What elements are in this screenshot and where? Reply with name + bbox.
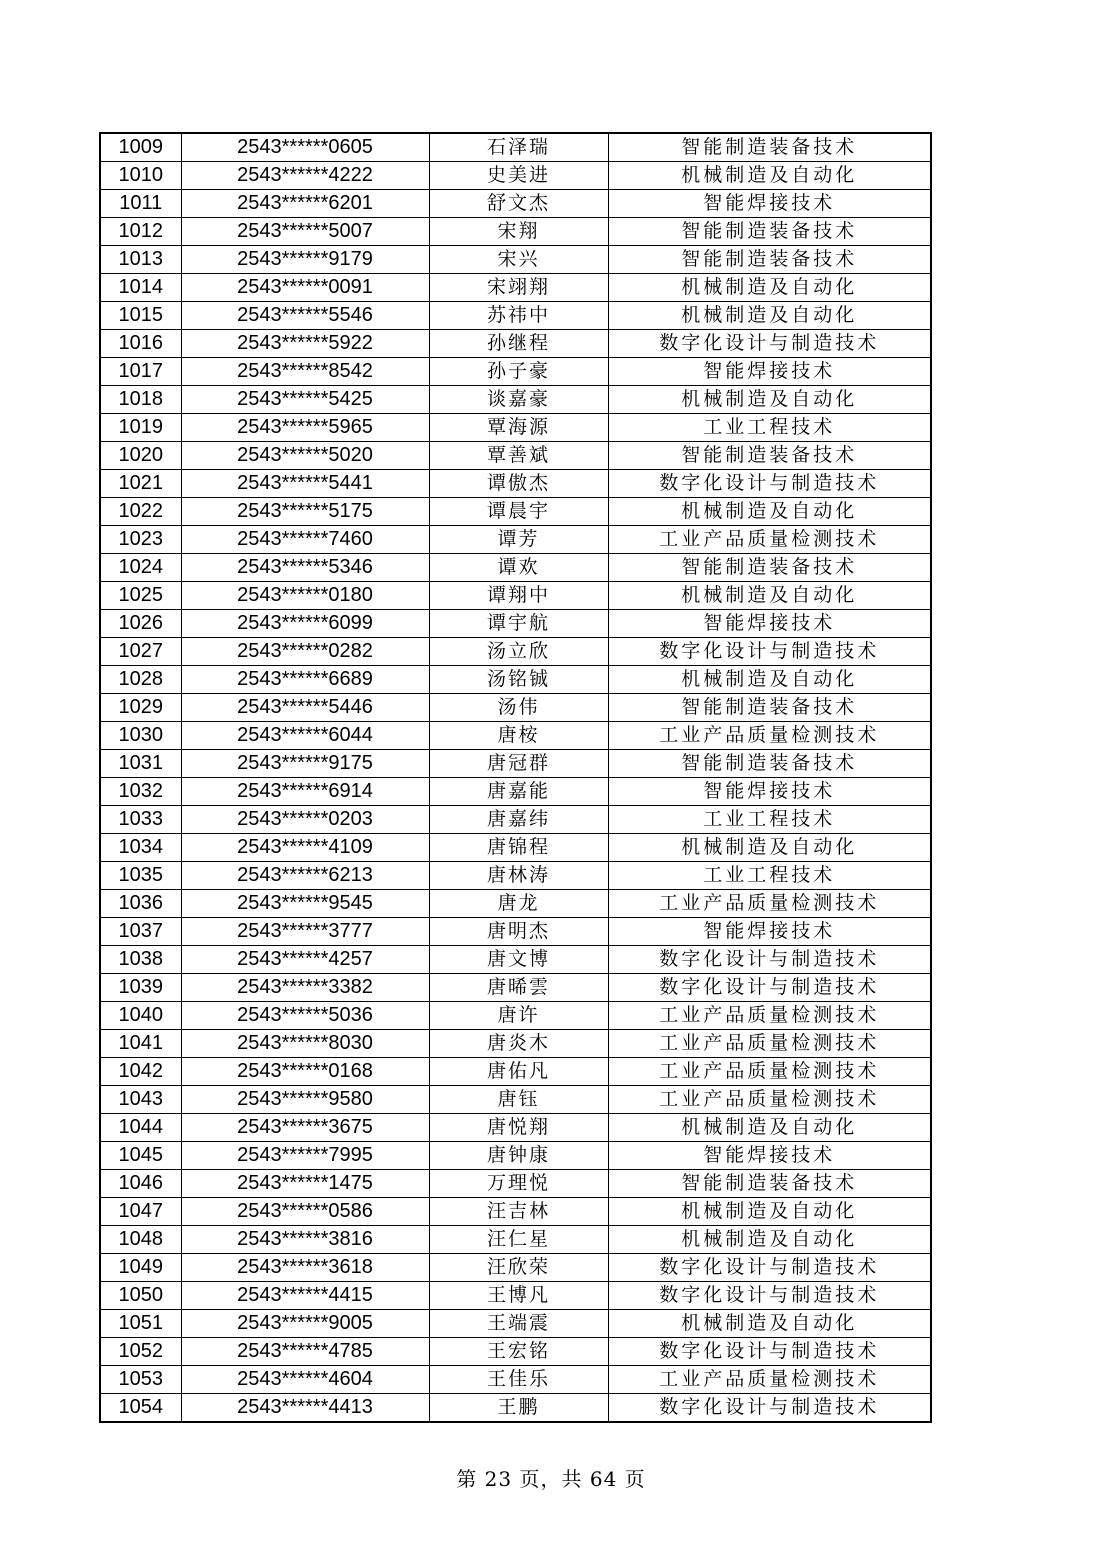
table-row [100, 946, 931, 974]
exam-id: 2543******0180 [181, 582, 429, 610]
student-name: 王鹏 [429, 1394, 608, 1423]
major-name: 数字化设计与制造技术 [608, 1338, 931, 1366]
exam-id: 2543******9545 [181, 890, 429, 918]
row-number: 1053 [100, 1366, 181, 1394]
student-name: 王佳乐 [429, 1366, 608, 1394]
major-name: 机械制造及自动化 [608, 1114, 931, 1142]
major-name: 数字化设计与制造技术 [608, 1282, 931, 1310]
table-row [100, 722, 931, 750]
exam-id: 2543******3675 [181, 1114, 429, 1142]
student-name: 谭欢 [429, 554, 608, 582]
table-row [100, 638, 931, 666]
row-number: 1029 [100, 694, 181, 722]
exam-id: 2543******0203 [181, 806, 429, 834]
row-number: 1045 [100, 1142, 181, 1170]
row-number: 1046 [100, 1170, 181, 1198]
table-row [100, 1366, 931, 1394]
page-number-footer: 第 23 页，共 64 页 [456, 1467, 646, 1491]
major-name: 机械制造及自动化 [608, 1310, 931, 1338]
major-name: 机械制造及自动化 [608, 386, 931, 414]
row-number: 1015 [100, 302, 181, 330]
row-number: 1039 [100, 974, 181, 1002]
major-name: 智能制造装备技术 [608, 554, 931, 582]
table-row [100, 1142, 931, 1170]
major-name: 智能焊接技术 [608, 358, 931, 386]
student-name: 唐锦程 [429, 834, 608, 862]
table-row [100, 918, 931, 946]
student-name: 石泽瑞 [429, 133, 608, 162]
roster-body [100, 133, 931, 1422]
table-row [100, 526, 931, 554]
table-row [100, 1254, 931, 1282]
major-name: 数字化设计与制造技术 [608, 470, 931, 498]
major-name: 机械制造及自动化 [608, 834, 931, 862]
student-name: 谭宇航 [429, 610, 608, 638]
table-row [100, 890, 931, 918]
exam-id: 2543******5036 [181, 1002, 429, 1030]
student-name: 唐龙 [429, 890, 608, 918]
major-name: 智能焊接技术 [608, 918, 931, 946]
table-row [100, 218, 931, 246]
table-row [100, 246, 931, 274]
exam-id: 2543******0091 [181, 274, 429, 302]
exam-id: 2543******4604 [181, 1366, 429, 1394]
exam-id: 2543******5441 [181, 470, 429, 498]
exam-id: 2543******5446 [181, 694, 429, 722]
major-name: 机械制造及自动化 [608, 1198, 931, 1226]
row-number: 1027 [100, 638, 181, 666]
major-name: 智能焊接技术 [608, 1142, 931, 1170]
exam-id: 2543******6689 [181, 666, 429, 694]
major-name: 机械制造及自动化 [608, 498, 931, 526]
row-number: 1042 [100, 1058, 181, 1086]
table-row [100, 358, 931, 386]
major-name: 智能焊接技术 [608, 190, 931, 218]
row-number: 1031 [100, 750, 181, 778]
exam-id: 2543******3618 [181, 1254, 429, 1282]
student-name: 覃海源 [429, 414, 608, 442]
exam-id: 2543******6213 [181, 862, 429, 890]
student-name: 唐许 [429, 1002, 608, 1030]
row-number: 1025 [100, 582, 181, 610]
student-name: 谭翔中 [429, 582, 608, 610]
exam-id: 2543******3382 [181, 974, 429, 1002]
exam-id: 2543******9005 [181, 1310, 429, 1338]
exam-id: 2543******4413 [181, 1394, 429, 1423]
major-name: 机械制造及自动化 [608, 1226, 931, 1254]
row-number: 1028 [100, 666, 181, 694]
row-number: 1017 [100, 358, 181, 386]
student-name: 王宏铭 [429, 1338, 608, 1366]
table-row [100, 1282, 931, 1310]
table-row [100, 133, 931, 162]
student-name: 唐冠群 [429, 750, 608, 778]
exam-id: 2543******8030 [181, 1030, 429, 1058]
table-row [100, 1338, 931, 1366]
major-name: 工业工程技术 [608, 414, 931, 442]
student-name: 汪仁星 [429, 1226, 608, 1254]
table-row [100, 470, 931, 498]
exam-id: 2543******0168 [181, 1058, 429, 1086]
row-number: 1020 [100, 442, 181, 470]
table-row [100, 666, 931, 694]
row-number: 1012 [100, 218, 181, 246]
exam-id: 2543******6044 [181, 722, 429, 750]
row-number: 1038 [100, 946, 181, 974]
table-row [100, 610, 931, 638]
exam-id: 2543******0282 [181, 638, 429, 666]
exam-id: 2543******4222 [181, 162, 429, 190]
major-name: 智能制造装备技术 [608, 1170, 931, 1198]
major-name: 工业产品质量检测技术 [608, 1002, 931, 1030]
student-name: 孙继程 [429, 330, 608, 358]
exam-id: 2543******4109 [181, 834, 429, 862]
student-name: 覃善斌 [429, 442, 608, 470]
major-name: 工业产品质量检测技术 [608, 1030, 931, 1058]
exam-id: 2543******6099 [181, 610, 429, 638]
exam-id: 2543******5175 [181, 498, 429, 526]
row-number: 1040 [100, 1002, 181, 1030]
table-row [100, 834, 931, 862]
row-number: 1009 [100, 133, 181, 162]
table-row [100, 1058, 931, 1086]
exam-id: 2543******5425 [181, 386, 429, 414]
major-name: 数字化设计与制造技术 [608, 1254, 931, 1282]
major-name: 工业产品质量检测技术 [608, 1058, 931, 1086]
student-name: 唐桉 [429, 722, 608, 750]
major-name: 工业工程技术 [608, 862, 931, 890]
row-number: 1043 [100, 1086, 181, 1114]
exam-id: 2543******0586 [181, 1198, 429, 1226]
student-name: 唐嘉纬 [429, 806, 608, 834]
table-row [100, 974, 931, 1002]
major-name: 工业产品质量检测技术 [608, 890, 931, 918]
major-name: 机械制造及自动化 [608, 666, 931, 694]
exam-id: 2543******3777 [181, 918, 429, 946]
exam-id: 2543******5346 [181, 554, 429, 582]
row-number: 1021 [100, 470, 181, 498]
exam-id: 2543******7460 [181, 526, 429, 554]
row-number: 1026 [100, 610, 181, 638]
row-number: 1054 [100, 1394, 181, 1423]
row-number: 1041 [100, 1030, 181, 1058]
exam-id: 2543******7995 [181, 1142, 429, 1170]
student-name: 汪吉林 [429, 1198, 608, 1226]
exam-id: 2543******5546 [181, 302, 429, 330]
row-number: 1048 [100, 1226, 181, 1254]
row-number: 1030 [100, 722, 181, 750]
table-row [100, 1114, 931, 1142]
table-row [100, 414, 931, 442]
major-name: 智能制造装备技术 [608, 442, 931, 470]
student-name: 万理悦 [429, 1170, 608, 1198]
student-name: 王博凡 [429, 1282, 608, 1310]
exam-id: 2543******5007 [181, 218, 429, 246]
student-name: 史美进 [429, 162, 608, 190]
row-number: 1034 [100, 834, 181, 862]
table-row [100, 1030, 931, 1058]
student-name: 汤立欣 [429, 638, 608, 666]
table-row [100, 274, 931, 302]
row-number: 1032 [100, 778, 181, 806]
exam-id: 2543******4257 [181, 946, 429, 974]
exam-id: 2543******6914 [181, 778, 429, 806]
major-name: 工业产品质量检测技术 [608, 1086, 931, 1114]
major-name: 智能制造装备技术 [608, 246, 931, 274]
table-row [100, 1310, 931, 1338]
table-row [100, 1002, 931, 1030]
student-name: 谭傲杰 [429, 470, 608, 498]
major-name: 工业产品质量检测技术 [608, 526, 931, 554]
exam-id: 2543******3816 [181, 1226, 429, 1254]
table-row [100, 1170, 931, 1198]
student-name: 汤铭铖 [429, 666, 608, 694]
table-row [100, 330, 931, 358]
row-number: 1023 [100, 526, 181, 554]
exam-id: 2543******9175 [181, 750, 429, 778]
table-row [100, 806, 931, 834]
table-row [100, 1394, 931, 1423]
major-name: 智能焊接技术 [608, 610, 931, 638]
student-name: 唐炎木 [429, 1030, 608, 1058]
student-roster-table [99, 132, 932, 1423]
table-row [100, 862, 931, 890]
student-name: 舒文杰 [429, 190, 608, 218]
table-row [100, 778, 931, 806]
row-number: 1018 [100, 386, 181, 414]
major-name: 智能焊接技术 [608, 778, 931, 806]
exam-id: 2543******6201 [181, 190, 429, 218]
exam-id: 2543******9580 [181, 1086, 429, 1114]
row-number: 1014 [100, 274, 181, 302]
exam-id: 2543******5965 [181, 414, 429, 442]
row-number: 1047 [100, 1198, 181, 1226]
student-name: 唐嘉能 [429, 778, 608, 806]
student-name: 唐佑凡 [429, 1058, 608, 1086]
major-name: 智能制造装备技术 [608, 694, 931, 722]
exam-id: 2543******1475 [181, 1170, 429, 1198]
student-name: 王端震 [429, 1310, 608, 1338]
row-number: 1022 [100, 498, 181, 526]
student-name: 唐林涛 [429, 862, 608, 890]
table-row [100, 750, 931, 778]
student-name: 唐钟康 [429, 1142, 608, 1170]
major-name: 工业工程技术 [608, 806, 931, 834]
row-number: 1010 [100, 162, 181, 190]
student-name: 谭芳 [429, 526, 608, 554]
student-name: 唐文博 [429, 946, 608, 974]
student-name: 汪欣荣 [429, 1254, 608, 1282]
table-row [100, 442, 931, 470]
major-name: 机械制造及自动化 [608, 582, 931, 610]
student-name: 唐钰 [429, 1086, 608, 1114]
exam-id: 2543******4785 [181, 1338, 429, 1366]
table-row [100, 694, 931, 722]
major-name: 智能制造装备技术 [608, 133, 931, 162]
student-name: 唐悦翔 [429, 1114, 608, 1142]
major-name: 工业产品质量检测技术 [608, 1366, 931, 1394]
table-row [100, 554, 931, 582]
row-number: 1052 [100, 1338, 181, 1366]
major-name: 智能制造装备技术 [608, 750, 931, 778]
row-number: 1035 [100, 862, 181, 890]
student-name: 宋翔 [429, 218, 608, 246]
student-name: 唐晞雲 [429, 974, 608, 1002]
major-name: 机械制造及自动化 [608, 274, 931, 302]
student-name: 宋翊翔 [429, 274, 608, 302]
row-number: 1044 [100, 1114, 181, 1142]
student-name: 谈嘉豪 [429, 386, 608, 414]
exam-id: 2543******4415 [181, 1282, 429, 1310]
student-name: 唐明杰 [429, 918, 608, 946]
major-name: 数字化设计与制造技术 [608, 974, 931, 1002]
table-row [100, 582, 931, 610]
row-number: 1049 [100, 1254, 181, 1282]
major-name: 数字化设计与制造技术 [608, 638, 931, 666]
major-name: 数字化设计与制造技术 [608, 946, 931, 974]
exam-id: 2543******5020 [181, 442, 429, 470]
table-row [100, 386, 931, 414]
row-number: 1016 [100, 330, 181, 358]
exam-id: 2543******5922 [181, 330, 429, 358]
table-row [100, 302, 931, 330]
major-name: 智能制造装备技术 [608, 218, 931, 246]
row-number: 1024 [100, 554, 181, 582]
row-number: 1050 [100, 1282, 181, 1310]
table-row [100, 498, 931, 526]
major-name: 数字化设计与制造技术 [608, 1394, 931, 1423]
exam-id: 2543******9179 [181, 246, 429, 274]
student-name: 谭晨宇 [429, 498, 608, 526]
student-name: 苏祎中 [429, 302, 608, 330]
table-row [100, 1226, 931, 1254]
exam-id: 2543******0605 [181, 133, 429, 162]
table-row [100, 1198, 931, 1226]
row-number: 1011 [100, 190, 181, 218]
row-number: 1036 [100, 890, 181, 918]
table-row [100, 190, 931, 218]
major-name: 机械制造及自动化 [608, 162, 931, 190]
major-name: 数字化设计与制造技术 [608, 330, 931, 358]
major-name: 机械制造及自动化 [608, 302, 931, 330]
row-number: 1037 [100, 918, 181, 946]
table-row [100, 162, 931, 190]
row-number: 1051 [100, 1310, 181, 1338]
row-number: 1019 [100, 414, 181, 442]
student-name: 孙子豪 [429, 358, 608, 386]
student-name: 宋兴 [429, 246, 608, 274]
row-number: 1013 [100, 246, 181, 274]
table-row [100, 1086, 931, 1114]
exam-id: 2543******8542 [181, 358, 429, 386]
row-number: 1033 [100, 806, 181, 834]
major-name: 工业产品质量检测技术 [608, 722, 931, 750]
student-name: 汤伟 [429, 694, 608, 722]
